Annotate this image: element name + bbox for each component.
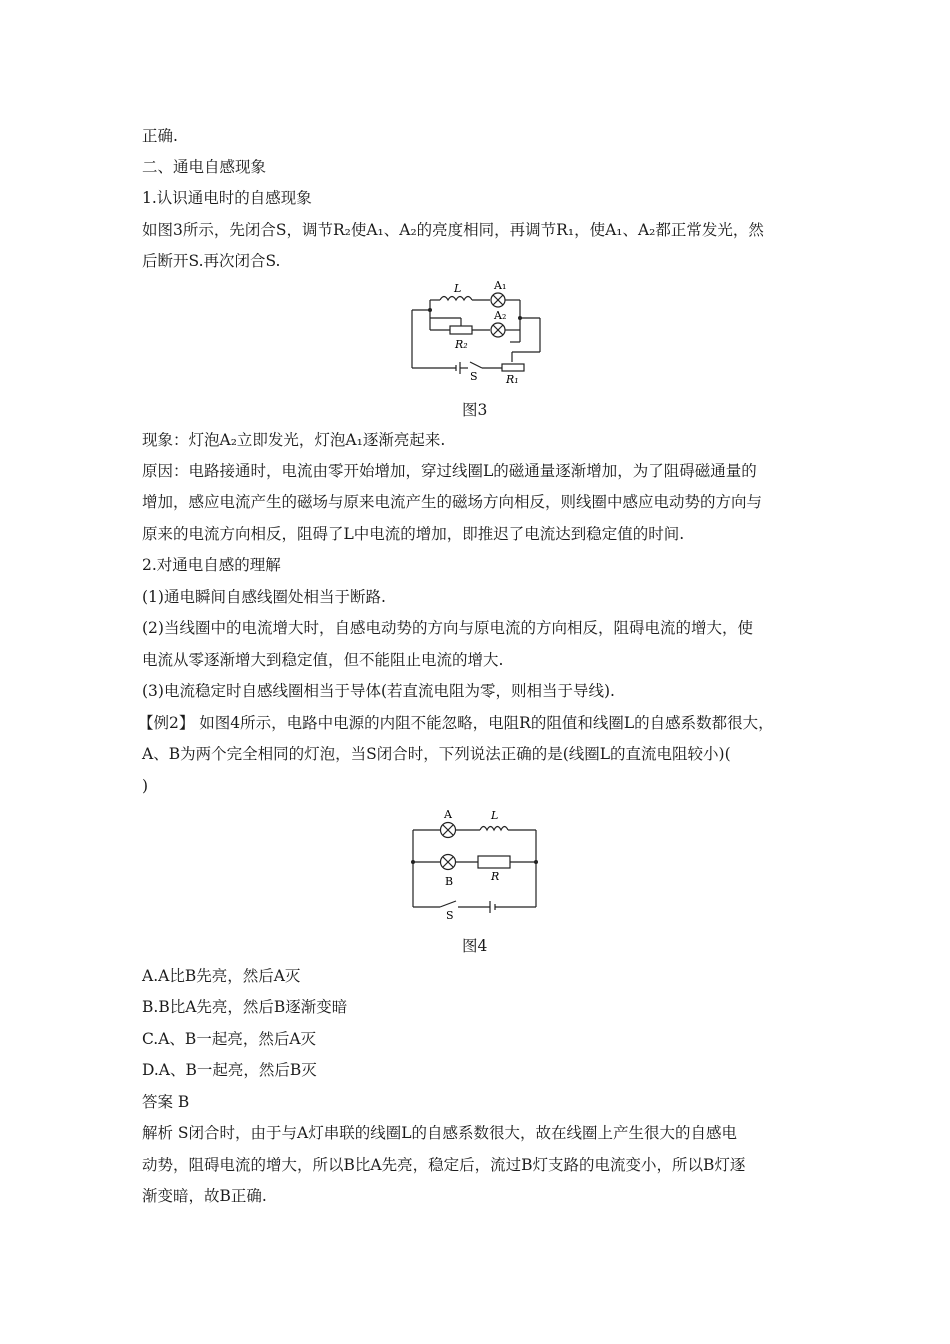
text-line: 电流从零逐渐增大到稳定值，但不能阻止电流的增大. xyxy=(142,651,504,669)
fig3-label-S: S xyxy=(470,370,478,383)
text-line: A、B为两个完全相同的灯泡，当S闭合时，下列说法正确的是(线圈L的直流电阻较小)( xyxy=(142,745,731,763)
figure-4-caption: 图4 xyxy=(462,937,488,955)
option-d: D.A、B一起亮，然后B灭 xyxy=(142,1061,317,1079)
fig3-label-R2: R₂ xyxy=(455,338,468,351)
example-line: 【例2】 如图4所示，电路中电源的内阻不能忽略，电阻R的阻值和线圈L的自感系数都很大， xyxy=(138,714,774,732)
fig4-label-B: B xyxy=(445,875,454,888)
text-line: (1)通电瞬间自感线圈处相当于断路. xyxy=(142,588,386,606)
fig4-label-L: L xyxy=(491,809,499,822)
option-b: B.B比A先亮，然后B逐渐变暗 xyxy=(142,998,348,1016)
text-line: 现象：灯泡A₂立即发光，灯泡A₁逐渐亮起来. xyxy=(142,431,446,449)
subsection-heading: 2.对通电自感的理解 xyxy=(142,556,281,574)
figure-4-circuit xyxy=(408,805,543,920)
answer-line: 答案 B xyxy=(142,1093,190,1111)
fig3-label-A2: A₂ xyxy=(494,309,507,322)
analysis-line: 渐变暗，故B正确. xyxy=(142,1187,267,1205)
subsection-heading: 1.认识通电时的自感现象 xyxy=(142,189,312,207)
figure-3-circuit xyxy=(410,280,550,385)
analysis-line: 解析 S闭合时，由于与A灯串联的线圈L的自感系数很大，故在线圈上产生很大的自感电 xyxy=(142,1124,738,1142)
fig4-label-A: A xyxy=(444,808,452,821)
fig4-label-S: S xyxy=(446,909,454,920)
fig3-label-A1: A₁ xyxy=(494,280,507,292)
text-line: 如图3所示，先闭合S，调节R₂使A₁、A₂的亮度相同，再调节R₁，使A₁、A₂都正常发光，然 xyxy=(142,221,764,239)
text-line: (3)电流稳定时自感线圈相当于导体(若直流电阻为零，则相当于导线). xyxy=(142,682,615,700)
analysis-line: 动势，阻碍电流的增大，所以B比A先亮，稳定后，流过B灯支路的电流变小，所以B灯逐 xyxy=(142,1156,746,1174)
text-line: 后断开S.再次闭合S. xyxy=(142,252,281,270)
fig3-label-L: L xyxy=(454,282,462,295)
fig3-label-R1: R₁ xyxy=(506,373,519,385)
text-line: 正确. xyxy=(142,127,178,145)
text-line: ) xyxy=(142,777,149,795)
section-heading: 二、通电自感现象 xyxy=(142,158,267,176)
figure-3-caption: 图3 xyxy=(462,401,488,419)
text-line: (2)当线圈中的电流增大时，自感电动势的方向与原电流的方向相反，阻碍电流的增大，使 xyxy=(142,619,753,637)
text-line: 原因：电路接通时，电流由零开始增加，穿过线圈L的磁通量逐渐增加，为了阻碍磁通量的 xyxy=(142,462,757,480)
text-line: 原来的电流方向相反，阻碍了L中电流的增加，即推迟了电流达到稳定值的时间. xyxy=(142,525,685,543)
option-a: A.A比B先亮，然后A灭 xyxy=(142,967,301,985)
option-c: C.A、B一起亮，然后A灭 xyxy=(142,1030,317,1048)
fig4-label-R: R xyxy=(491,870,500,883)
text-line: 增加，感应电流产生的磁场与原来电流产生的磁场方向相反，则线圈中感应电动势的方向与 xyxy=(142,493,763,511)
